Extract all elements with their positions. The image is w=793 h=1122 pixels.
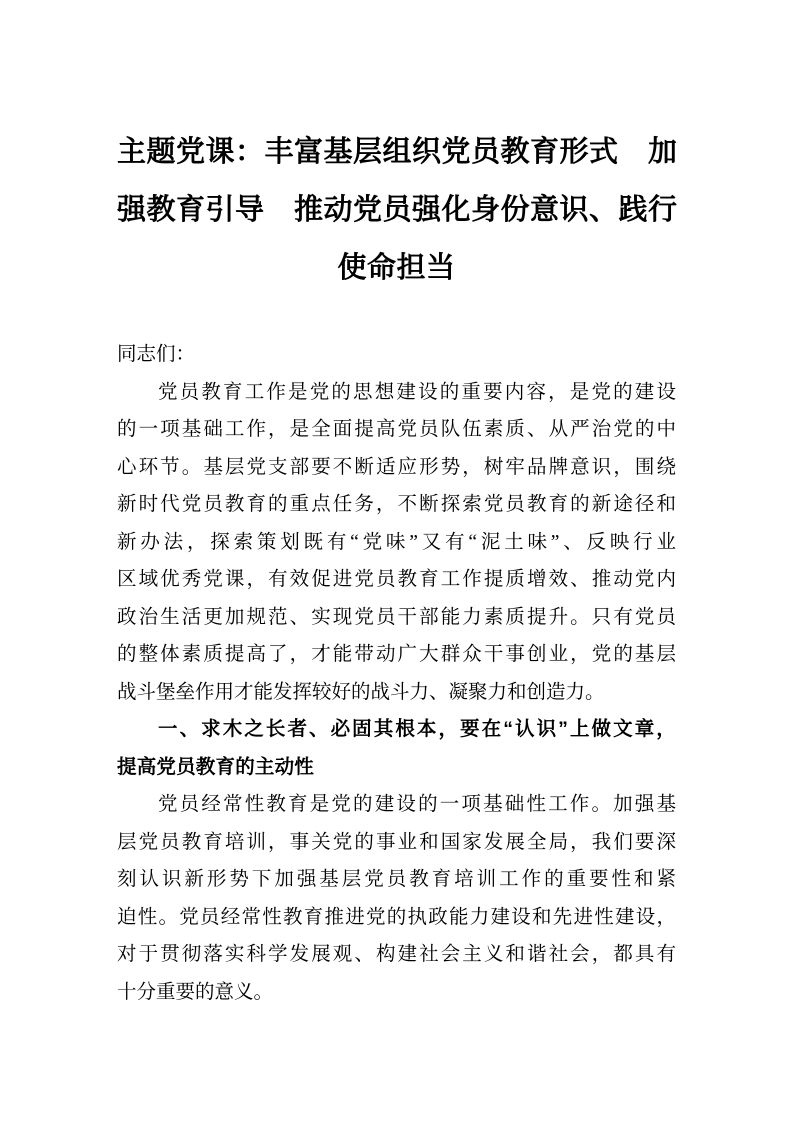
title-line-2: 强教育引导 推动党员强化身份意识、践行 xyxy=(117,194,678,226)
paragraph-1-line: 战斗堡垒作用才能发挥较好的战斗力、凝聚力和创造力。 xyxy=(117,681,605,703)
paragraph-2-line: 迫性。党员经常性教育推进党的执政能力建设和先进性建设， xyxy=(117,906,676,928)
paragraph-2-line: 层党员教育培训，事关党的事业和国家发展全局，我们要深 xyxy=(117,831,676,853)
section-heading-line: 一、求木之长者、必固其根本，要在“认识”上做文章， xyxy=(158,718,676,740)
title-line-3: 使命担当 xyxy=(337,252,456,284)
document-body xyxy=(117,336,676,1011)
paragraph-1-line: 党员教育工作是党的思想建设的重要内容，是党的建设 xyxy=(158,381,676,403)
paragraph-1-line: 的整体素质提高了，才能带动广大群众干事创业，党的基层 xyxy=(117,644,676,665)
paragraph-1-line: 政治生活更加规范、实现党员干部能力素质提升。只有党员 xyxy=(117,606,676,628)
salutation: 同志们： xyxy=(117,344,196,365)
document-title xyxy=(117,123,676,297)
paragraph-2-line: 刻认识新形势下加强基层党员教育培训工作的重要性和紧 xyxy=(117,869,676,890)
paragraph-2-line: 十分重要的意义。 xyxy=(117,981,274,1003)
paragraph-1-line: 新办法，探索策划既有“党味”又有“泥土味”、反映行业 xyxy=(117,531,676,553)
section-heading-line: 提高党员教育的主动性 xyxy=(117,755,315,778)
paragraph-2-line: 党员经常性教育是党的建设的一项基础性工作。加强基 xyxy=(158,794,676,815)
title-line-1: 主题党课：丰富基层组织党员教育形式 加 xyxy=(117,136,678,168)
paragraph-1-line: 区域优秀党课，有效促进党员教育工作提质增效、推动党内 xyxy=(117,569,676,590)
paragraph-1-line: 新时代党员教育的重点任务，不断探索党员教育的新途径和 xyxy=(117,494,676,515)
paragraph-1-line: 的一项基础工作，是全面提高党员队伍素质、从严治党的中 xyxy=(117,419,676,440)
document-content xyxy=(0,123,793,1011)
paragraph-2-line: 对于贯彻落实科学发展观、构建社会主义和谐社会，都具有 xyxy=(117,944,676,965)
paragraph-1-line: 心环节。基层党支部要不断适应形势，树牢品牌意识，围绕 xyxy=(117,456,676,478)
